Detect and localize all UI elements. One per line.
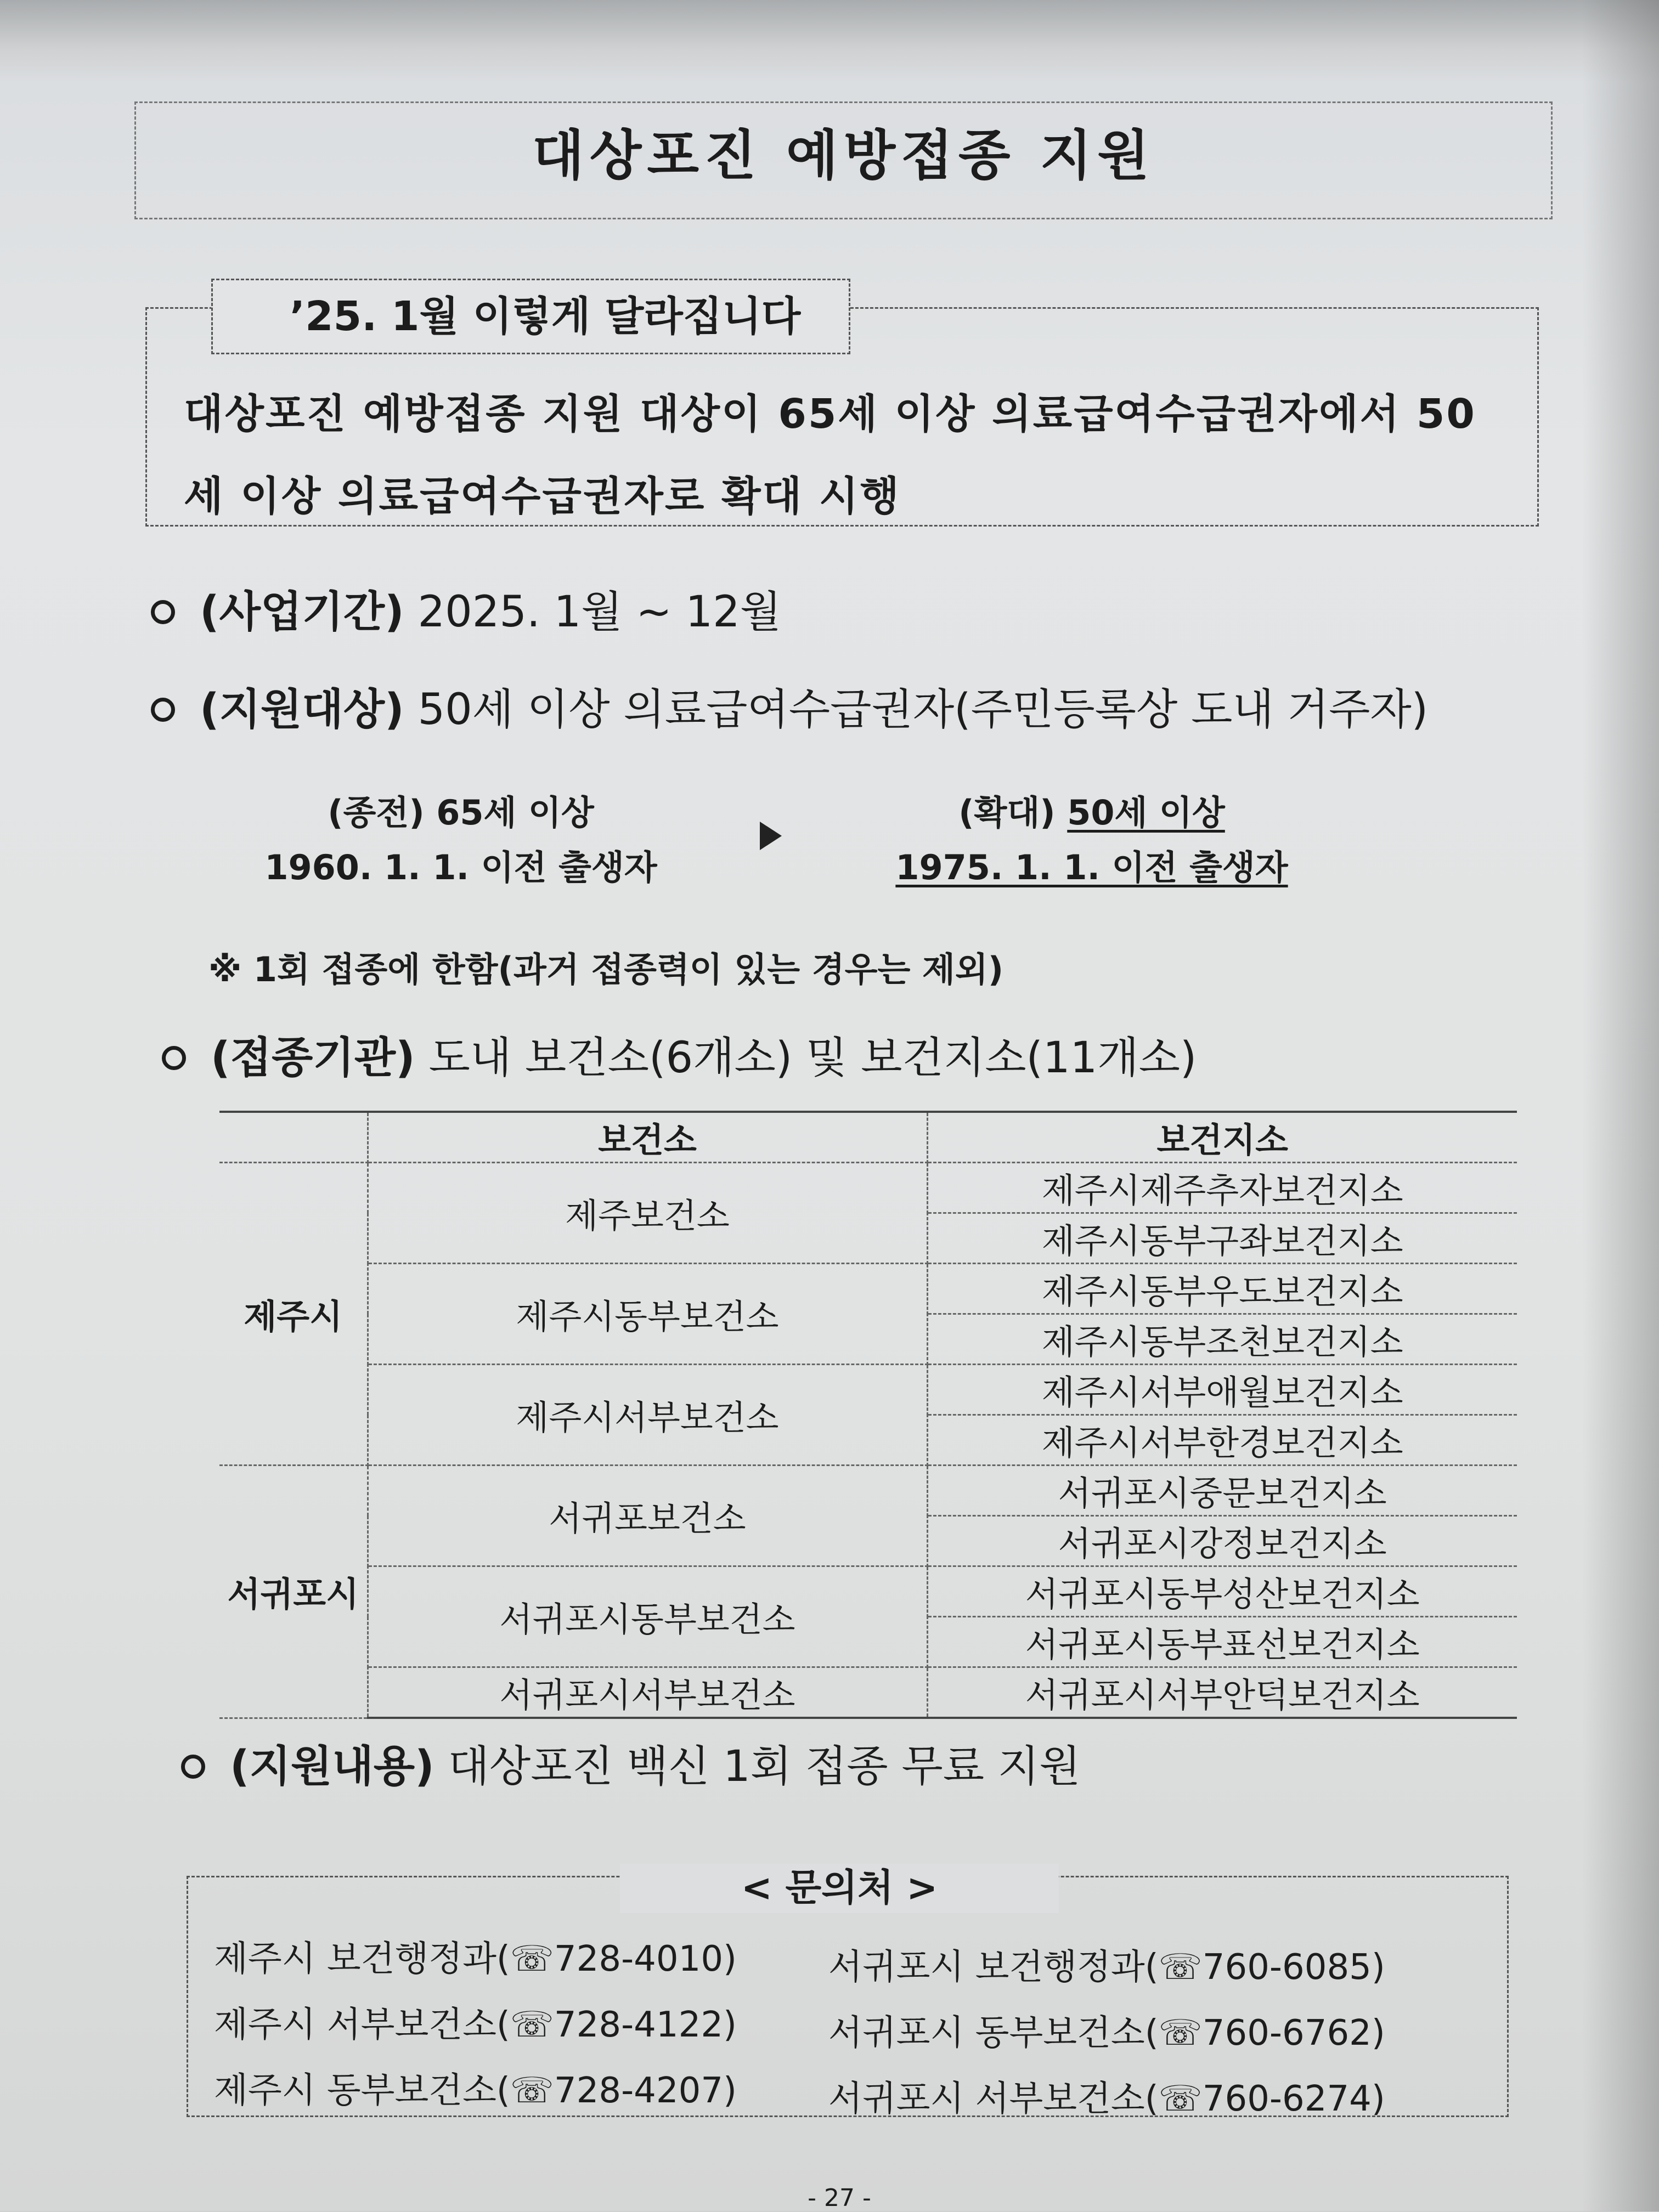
- branch-cell: 제주시제주추자보건지소: [927, 1163, 1517, 1213]
- change-notice-tag: ’25. 1월 이렇게 달라집니다: [211, 279, 850, 354]
- period-value: 2025. 1월 ~ 12월: [417, 587, 782, 637]
- top-glare: [0, 0, 1659, 82]
- branch-cell: 서귀포시중문보건지소: [927, 1466, 1517, 1516]
- note-text: ※ 1회 접종에 한함(과거 접종력이 있는 경우는 제외): [208, 949, 1004, 989]
- table-row: [219, 1667, 1517, 1718]
- center-cell: 제주시동부보건소: [368, 1264, 927, 1365]
- center-cell: 제주시서부보건소: [368, 1365, 927, 1466]
- institutions-value: 도내 보건소(6개소) 및 보건지소(11개소): [428, 1033, 1197, 1083]
- target-item: [151, 685, 1429, 734]
- after-criteria: [872, 785, 1311, 895]
- contact-item: 서귀포시 서부보건소(☏760-6274): [828, 2079, 1385, 2119]
- before-criteria: [241, 785, 680, 895]
- center-cell: 서귀포시서부보건소: [368, 1667, 927, 1718]
- institutions-item: [162, 1033, 1197, 1083]
- branch-cell: 제주시동부우도보건지소: [927, 1264, 1517, 1314]
- table-header-row: [219, 1112, 1517, 1163]
- support-value: 대상포진 백신 1회 접종 무료 지원: [448, 1742, 1081, 1791]
- bullet-circle-icon: [181, 1755, 205, 1779]
- contact-item: 제주시 동부보건소(☏728-4207): [214, 2070, 737, 2111]
- support-label: (지원내용): [230, 1742, 435, 1791]
- branch-cell: 제주시동부구좌보건지소: [927, 1213, 1517, 1264]
- bullet-circle-icon: [151, 698, 175, 722]
- center-cell: 서귀포보건소: [368, 1466, 927, 1566]
- table-header-region: [219, 1112, 368, 1163]
- bullet-circle-icon: [162, 1046, 186, 1070]
- branch-cell: 서귀포시동부성산보건지소: [927, 1566, 1517, 1617]
- branch-cell: 제주시서부애월보건지소: [927, 1365, 1517, 1415]
- page-title: 대상포진 예방접종 지원: [532, 125, 1155, 187]
- table-header-center: 보건소: [368, 1112, 927, 1163]
- arrow-right-icon: [760, 822, 782, 850]
- clinic-table: [219, 1111, 1517, 1719]
- contact-item: 서귀포시 동부보건소(☏760-6762): [828, 2013, 1385, 2053]
- before-birth-label: 1960. 1. 1. 이전 출생자: [264, 847, 657, 887]
- table-header-branch: 보건지소: [927, 1112, 1517, 1163]
- table-row: [219, 1163, 1517, 1213]
- center-cell: 제주보건소: [368, 1163, 927, 1264]
- table-row: [219, 1566, 1517, 1617]
- branch-cell: 제주시서부한경보건지소: [927, 1415, 1517, 1466]
- contact-title: < 문의처 >: [620, 1864, 1059, 1913]
- contact-item: 제주시 보건행정과(☏728-4010): [214, 1939, 737, 1979]
- before-age-label: (종전) 65세 이상: [328, 793, 594, 833]
- contact-item: 서귀포시 보건행정과(☏760-6085): [828, 1947, 1385, 1988]
- branch-cell: 제주시동부조천보건지소: [927, 1314, 1517, 1365]
- contact-item: 제주시 서부보건소(☏728-4122): [214, 2005, 737, 2045]
- region-cell: 제주시: [219, 1163, 368, 1466]
- table-row: [219, 1466, 1517, 1516]
- branch-cell: 서귀포시동부표선보건지소: [927, 1617, 1517, 1667]
- region-cell: 서귀포시: [219, 1466, 368, 1718]
- period-item: [151, 587, 782, 637]
- branch-cell: 서귀포시강정보건지소: [927, 1516, 1517, 1566]
- institutions-label: (접종기관): [211, 1033, 415, 1083]
- table-row: [219, 1264, 1517, 1314]
- target-value: 50세 이상 의료급여수급권자(주민등록상 도내 거주자): [417, 685, 1429, 734]
- support-item: [181, 1742, 1081, 1791]
- page-number: - 27 -: [808, 2184, 871, 2212]
- period-label: (사업기간): [200, 587, 404, 637]
- after-age: 50세 이상: [1067, 793, 1225, 833]
- after-prefix: (확대): [958, 793, 1056, 833]
- target-label: (지원대상): [200, 685, 404, 734]
- branch-cell: 서귀포시서부안덕보건지소: [927, 1667, 1517, 1718]
- table-row: [219, 1365, 1517, 1415]
- after-birth-label: 1975. 1. 1. 이전 출생자: [895, 847, 1288, 887]
- binding-shadow: [1582, 0, 1659, 2211]
- change-notice-text: 대상포진 예방접종 지원 대상이 65세 이상 의료급여수급권자에서 50세 이상 의료급여수급권자로 확대 시행: [184, 391, 1476, 520]
- bullet-circle-icon: [151, 600, 175, 624]
- center-cell: 서귀포시동부보건소: [368, 1566, 927, 1667]
